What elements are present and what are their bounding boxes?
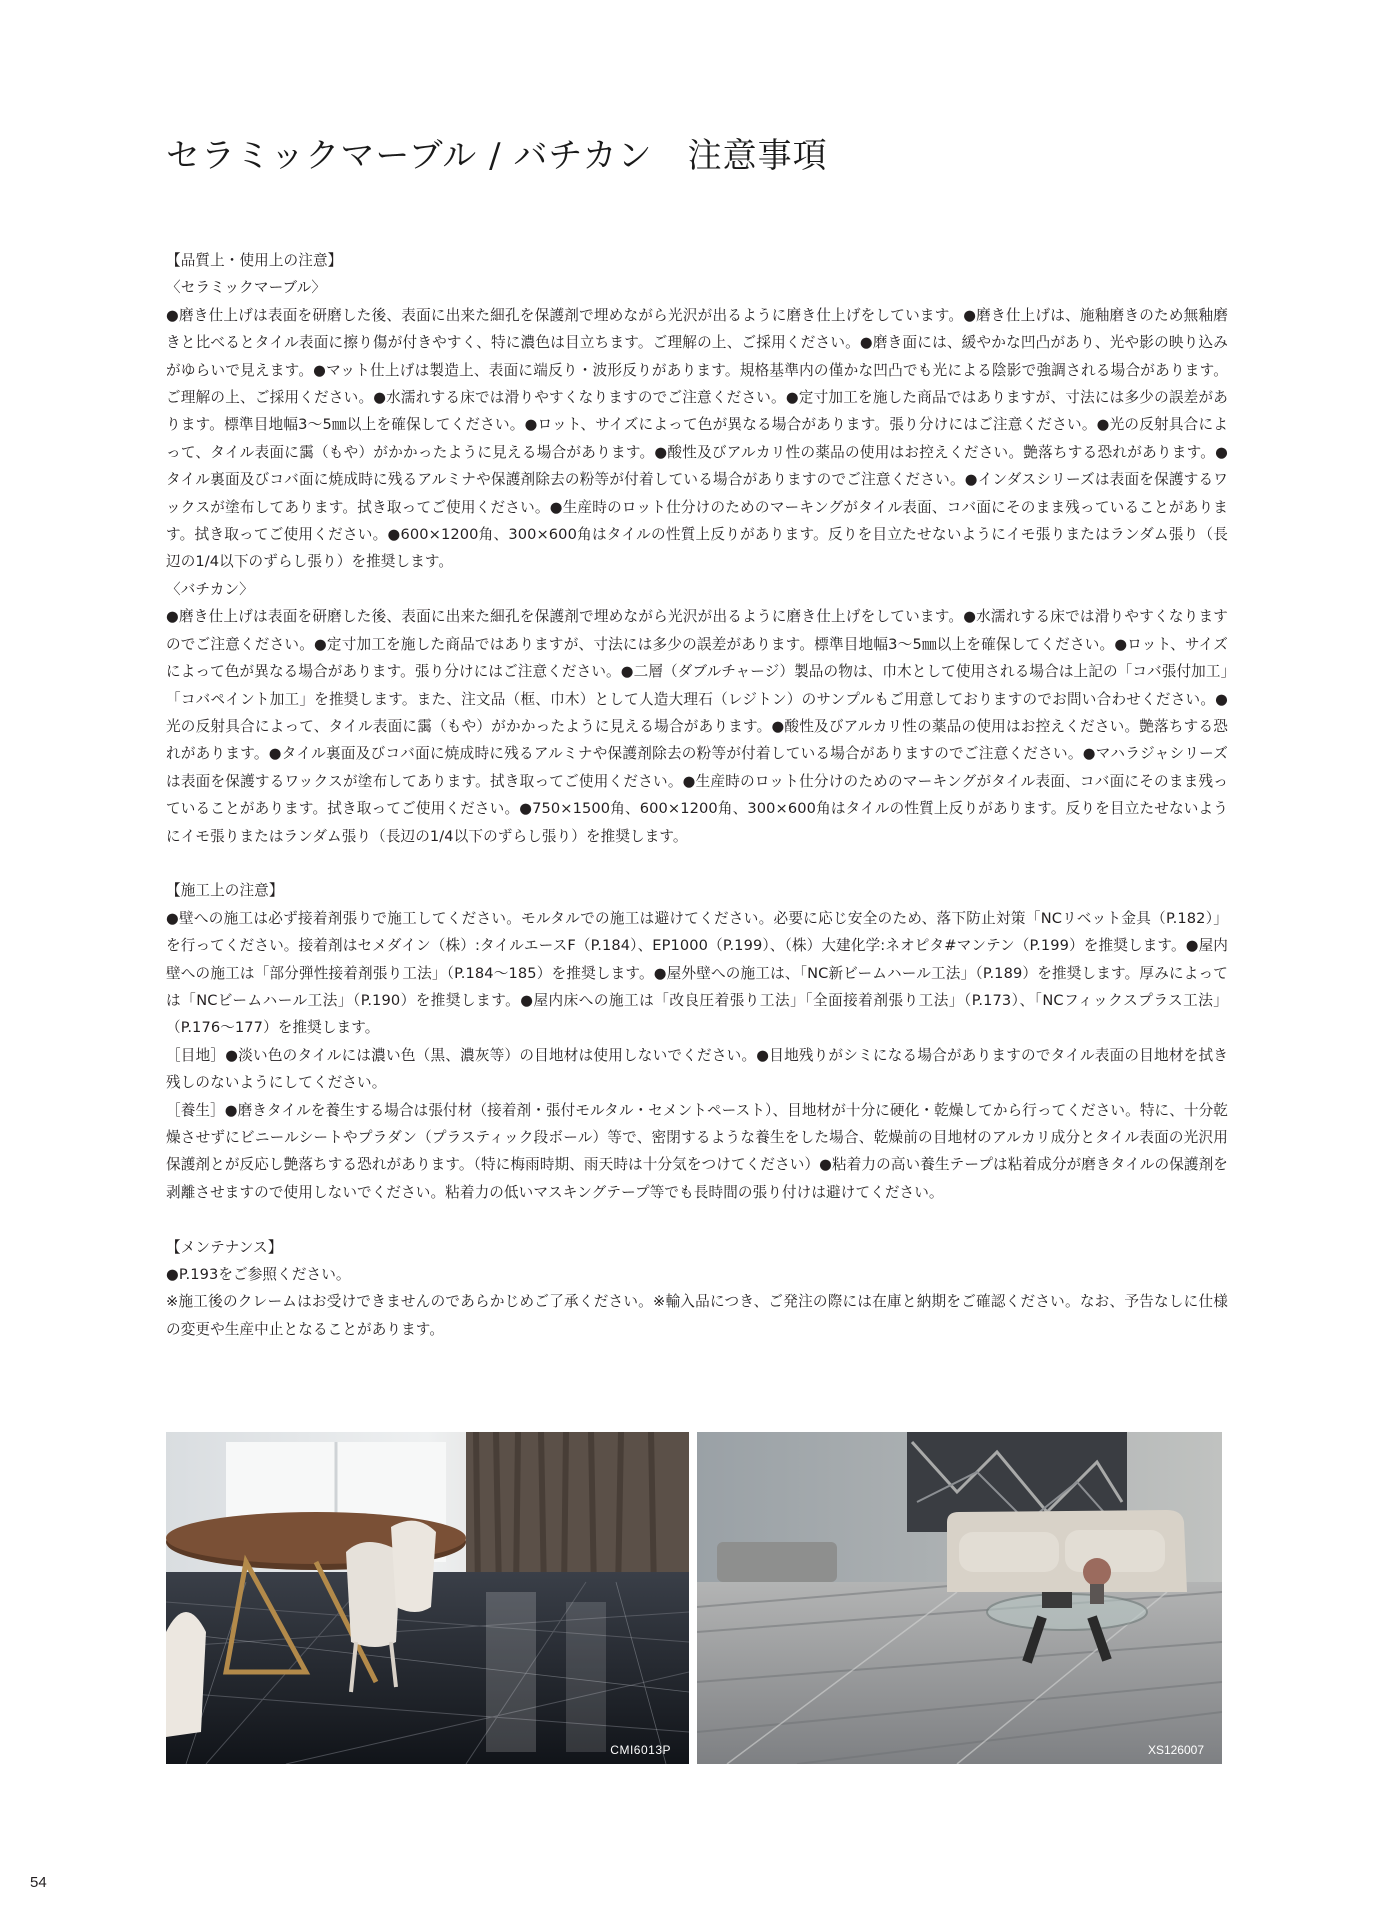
product-code-left: CMI6013P bbox=[610, 1743, 671, 1757]
spacer bbox=[166, 1206, 1228, 1233]
notes-body bbox=[166, 247, 1228, 1343]
construction-notes: ●壁への施工は必ず接着剤張りで施工してください。モルタルでの施工は避けてください。必要に応じ安全のため、落下防止対策「NCリベット金具（P.182）」を行ってください。接着剤はセメダイン（株）:タイルエースF（P.184）、EP1000（P.199）、（株）大建化学:ネオピタ#マンテン（P.199）を推奨します。●屋内壁への施工は「部分弾性接着剤張り工法」（P.184〜185）を推奨します。●屋外壁への施工は、「NC新ビームハール工法」（P.189）を推奨します。厚みによっては「NCビームハール工法」（P.190）を推奨します。●屋内床への施工は「改良圧着張り工法」「全面接着剤張り工法」（P.173）、「NCフィックスプラス工法」（P.176〜177）を推奨します。 bbox=[166, 909, 1228, 1037]
spacer bbox=[166, 850, 1228, 877]
maintenance-reference: ●P.193をご参照ください。 bbox=[166, 1266, 351, 1283]
curing-notes: ［養生］●磨きタイルを養生する場合は張付材（接着剤・張付モルタル・セメントペースト）、目地材が十分に硬化・乾燥してから行ってください。特に、十分乾燥させずにビニールシートやプラダン（プラスティック段ボール）等で、密閉するような養生をした場合、乾燥前の目地材のアルカリ成分とタイル表面の光沢用保護剤とが反応し艶落ちする恐れがあります。（特に梅雨時期、雨天時は十分気をつけてください）●粘着力の高い養生テープは粘着成分が磨きタイルの保護剤を剥離させますので使用しないでください。粘着力の低いマスキングテープ等でも長時間の張り付けは避けてください。 bbox=[166, 1101, 1228, 1201]
dining-room-illustration bbox=[166, 1432, 689, 1764]
ceramic-subheading: 〈セラミックマーブル〉 bbox=[166, 279, 327, 297]
joint-notes: ［目地］●淡い色のタイルには濃い色（黒、濃灰等）の目地材は使用しないでください。●目地残りがシミになる場合がありますのでタイル表面の目地材を拭き残しのないようにしてください。 bbox=[166, 1046, 1228, 1092]
maintenance-heading: 【メンテナンス】 bbox=[166, 1238, 283, 1256]
page-title: セラミックマーブル / バチカン 注意事項 bbox=[166, 136, 828, 176]
disclaimer-note: ※施工後のクレームはお受けできませんのであらかじめご了承ください。※輸入品につき、ご発注の際には在庫と納期をご確認ください。なお、予告なしに仕様の変更や生産中止となることがあります。 bbox=[166, 1293, 1228, 1338]
construction-heading: 【施工上の注意】 bbox=[166, 882, 284, 900]
ceramic-notes: ●磨き仕上げは表面を研磨した後、表面に出来た細孔を保護剤で埋めながら光沢が出るように磨き仕上げをしています。●磨き仕上げは、施釉磨きのため無釉磨きと比べるとタイル表面に擦り傷が付きやすく、特に濃色は目立ちます。ご理解の上、ご採用ください。●磨き面には、緩やかな凹凸があり、光や影の映り込みがゆらいで見えます。●マット仕上げは製造上、表面に端反り・波形反りがあります。規格基準内の僅かな凹凸でも光による陰影で強調される場合があります。ご理解の上、ご採用ください。●水濡れする床では滑りやすくなりますのでご注意ください。●定寸加工を施した商品ではありますが、寸法には多少の誤差があります。標準目地幅3〜5㎜以上を確保してください。●ロット、サイズによって色が異なる場合があります。張り分けにはご注意ください。●光の反射具合によって、タイル表面に靄（もや）がかかったように見える場合があります。●酸性及びアルカリ性の薬品の使用はお控えください。艶落ちする恐れがあります。●タイル裏面及びコバ面に焼成時に残るアルミナや保護剤除去の粉等が付着している場合がありますのでご注意ください。●インダスシリーズは表面を保護するワックスが塗布してあります。拭き取ってご使用ください。●生産時のロット仕分けのためのマーキングがタイル表面、コバ面にそのまま残っていることがあります。拭き取ってご使用ください。●600×1200角、300×600角はタイルの性質上反りがあります。反りを目立たせないようにイモ張りまたはランダム張り（長辺の1/4以下のずらし張り）を推奨します。 bbox=[166, 306, 1228, 571]
page-number: 54 bbox=[30, 1874, 47, 1891]
living-room-illustration bbox=[697, 1432, 1222, 1764]
product-code-right: XS126007 bbox=[1147, 1743, 1204, 1757]
quality-heading: 【品質上・使用上の注意】 bbox=[166, 252, 343, 269]
dining-room-photo bbox=[166, 1432, 689, 1764]
living-room-photo bbox=[697, 1432, 1222, 1764]
vatican-notes: ●磨き仕上げは表面を研磨した後、表面に出来た細孔を保護剤で埋めながら光沢が出るように磨き仕上げをしています。●水濡れする床では滑りやすくなりますのでご注意ください。●定寸加工を施した商品ではありますが、寸法には多少の誤差があります。標準目地幅3〜5㎜以上を確保してください。●ロット、サイズによって色が異なる場合があります。張り分けにはご注意ください。●二層（ダブルチャージ）製品の物は、巾木として使用される場合は上記の「コバ張付加工」「コバペイント加工」を推奨します。また、注文品（框、巾木）として人造大理石（レジトン）のサンプルもご用意しておりますのでお問い合わせください。●光の反射具合によって、タイル表面に靄（もや）がかかったように見える場合があります。●酸性及びアルカリ性の薬品の使用はお控えください。艶落ちする恐れがあります。●タイル裏面及びコバ面に焼成時に残るアルミナや保護剤除去の粉等が付着している場合がありますのでご注意ください。●マハラジャシリーズは表面を保護するワックスが塗布してあります。拭き取ってご使用ください。●生産時のロット仕分けのためのマーキングがタイル表面、コバ面にそのまま残っていることがあります。拭き取ってご使用ください。●750×1500角、600×1200角、300×600角はタイルの性質上反りがあります。反りを目立たせないようにイモ張りまたはランダム張り（長辺の1/4以下のずらし張り）を推奨します。 bbox=[166, 608, 1228, 845]
vatican-subheading: 〈バチカン〉 bbox=[166, 580, 254, 598]
